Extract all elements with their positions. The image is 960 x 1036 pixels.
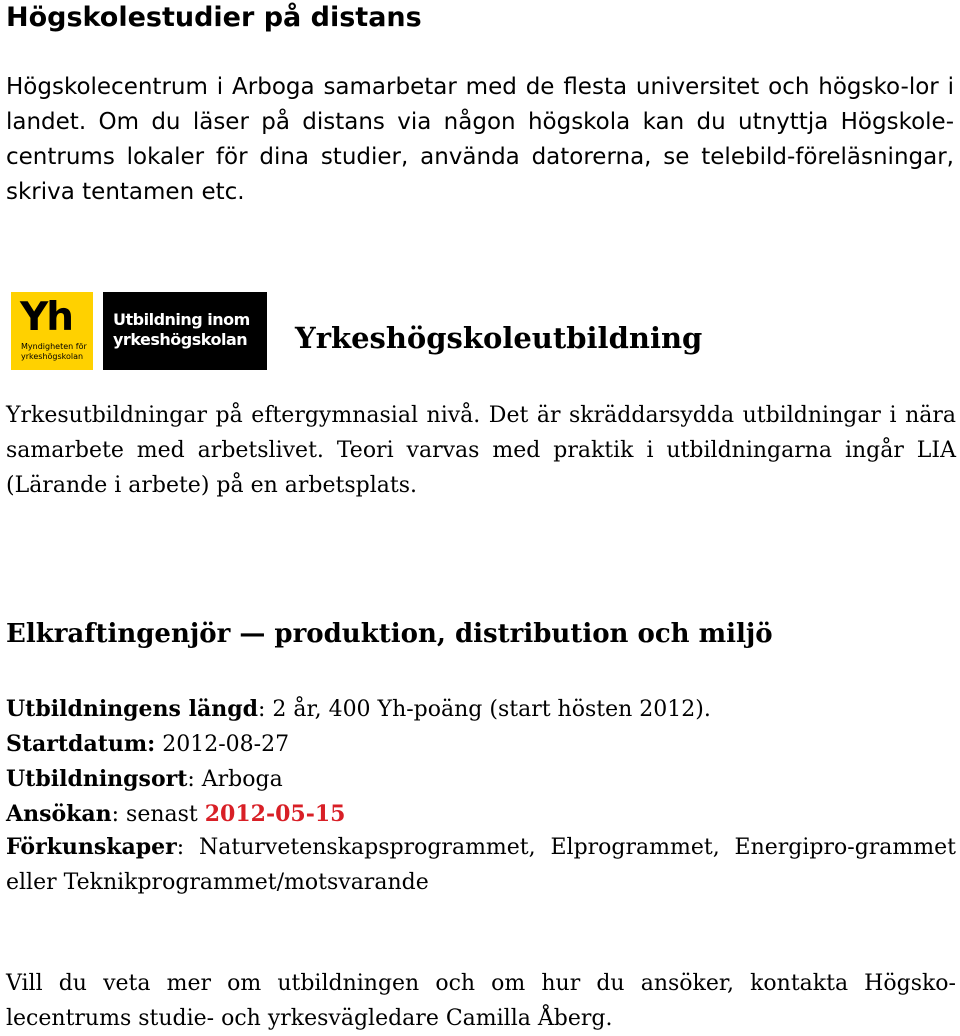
program-apply-line bbox=[6, 797, 345, 832]
distance-studies-paragraph: Högskolecentrum i Arboga samarbetar med de flesta universitet och högsko-lor i landet. Om du läser på distans via någon högskola kan du utnyttja Högskole-centrums lokaler för dina studier, använda datorerna, se telebild-föreläsningar, skriva tentamen etc. bbox=[6, 74, 954, 205]
yh-logo bbox=[11, 292, 93, 370]
program-length-label: Utbildningens längd bbox=[6, 696, 258, 722]
program-title: Elkraftingenjör — produktion, distribution och miljö bbox=[6, 619, 773, 649]
program-apply-date: 2012-05-15 bbox=[204, 801, 346, 827]
yh-wordmark bbox=[103, 292, 267, 370]
program-place-value: : Arboga bbox=[187, 767, 283, 792]
yh-logo-letters: Yh bbox=[20, 295, 73, 340]
contact-paragraph: Vill du veta mer om utbildningen och om hur du ansöker, kontakta Högsko-lecentrums studie- och yrkesvägledare Camilla Åberg. bbox=[6, 971, 956, 1031]
program-place-line bbox=[6, 762, 283, 797]
yh-wordmark-line2: yrkeshögskolan bbox=[113, 330, 248, 349]
yh-paragraph: Yrkesutbildningar på eftergymnasial nivå. Det är skräddarsydda utbildningar i nära samarbete med arbetslivet. Teori varvas med praktik i utbildningarna ingår LIA (Lärande i arbete) på en arbetsplats. bbox=[6, 403, 956, 498]
program-start-value: 2012-08-27 bbox=[155, 732, 290, 757]
program-length-line bbox=[6, 692, 711, 727]
program-apply-label: Ansökan bbox=[6, 801, 112, 827]
program-start-line bbox=[6, 727, 289, 762]
program-start-label: Startdatum: bbox=[6, 731, 156, 757]
program-length-value: : 2 år, 400 Yh-poäng (start hösten 2012). bbox=[257, 697, 711, 722]
yh-wordmark-line1: Utbildning inom bbox=[113, 310, 250, 329]
program-place-label: Utbildningsort bbox=[6, 766, 188, 792]
section-title-distance-studies: Högskolestudier på distans bbox=[6, 2, 422, 33]
yh-logo-caption: Myndigheten för yrkeshögskolan bbox=[21, 342, 87, 361]
program-apply-value: : senast bbox=[111, 802, 205, 827]
yh-heading: Yrkeshögskoleutbildning bbox=[295, 321, 703, 355]
program-prereq-paragraph bbox=[6, 830, 956, 900]
program-prereq-value: : Naturvetenskapsprogrammet, Elprogrammet, Energipro-grammet eller Teknikprogrammet/motsvarande bbox=[6, 835, 956, 895]
program-prereq-label: Förkunskaper bbox=[6, 834, 177, 860]
